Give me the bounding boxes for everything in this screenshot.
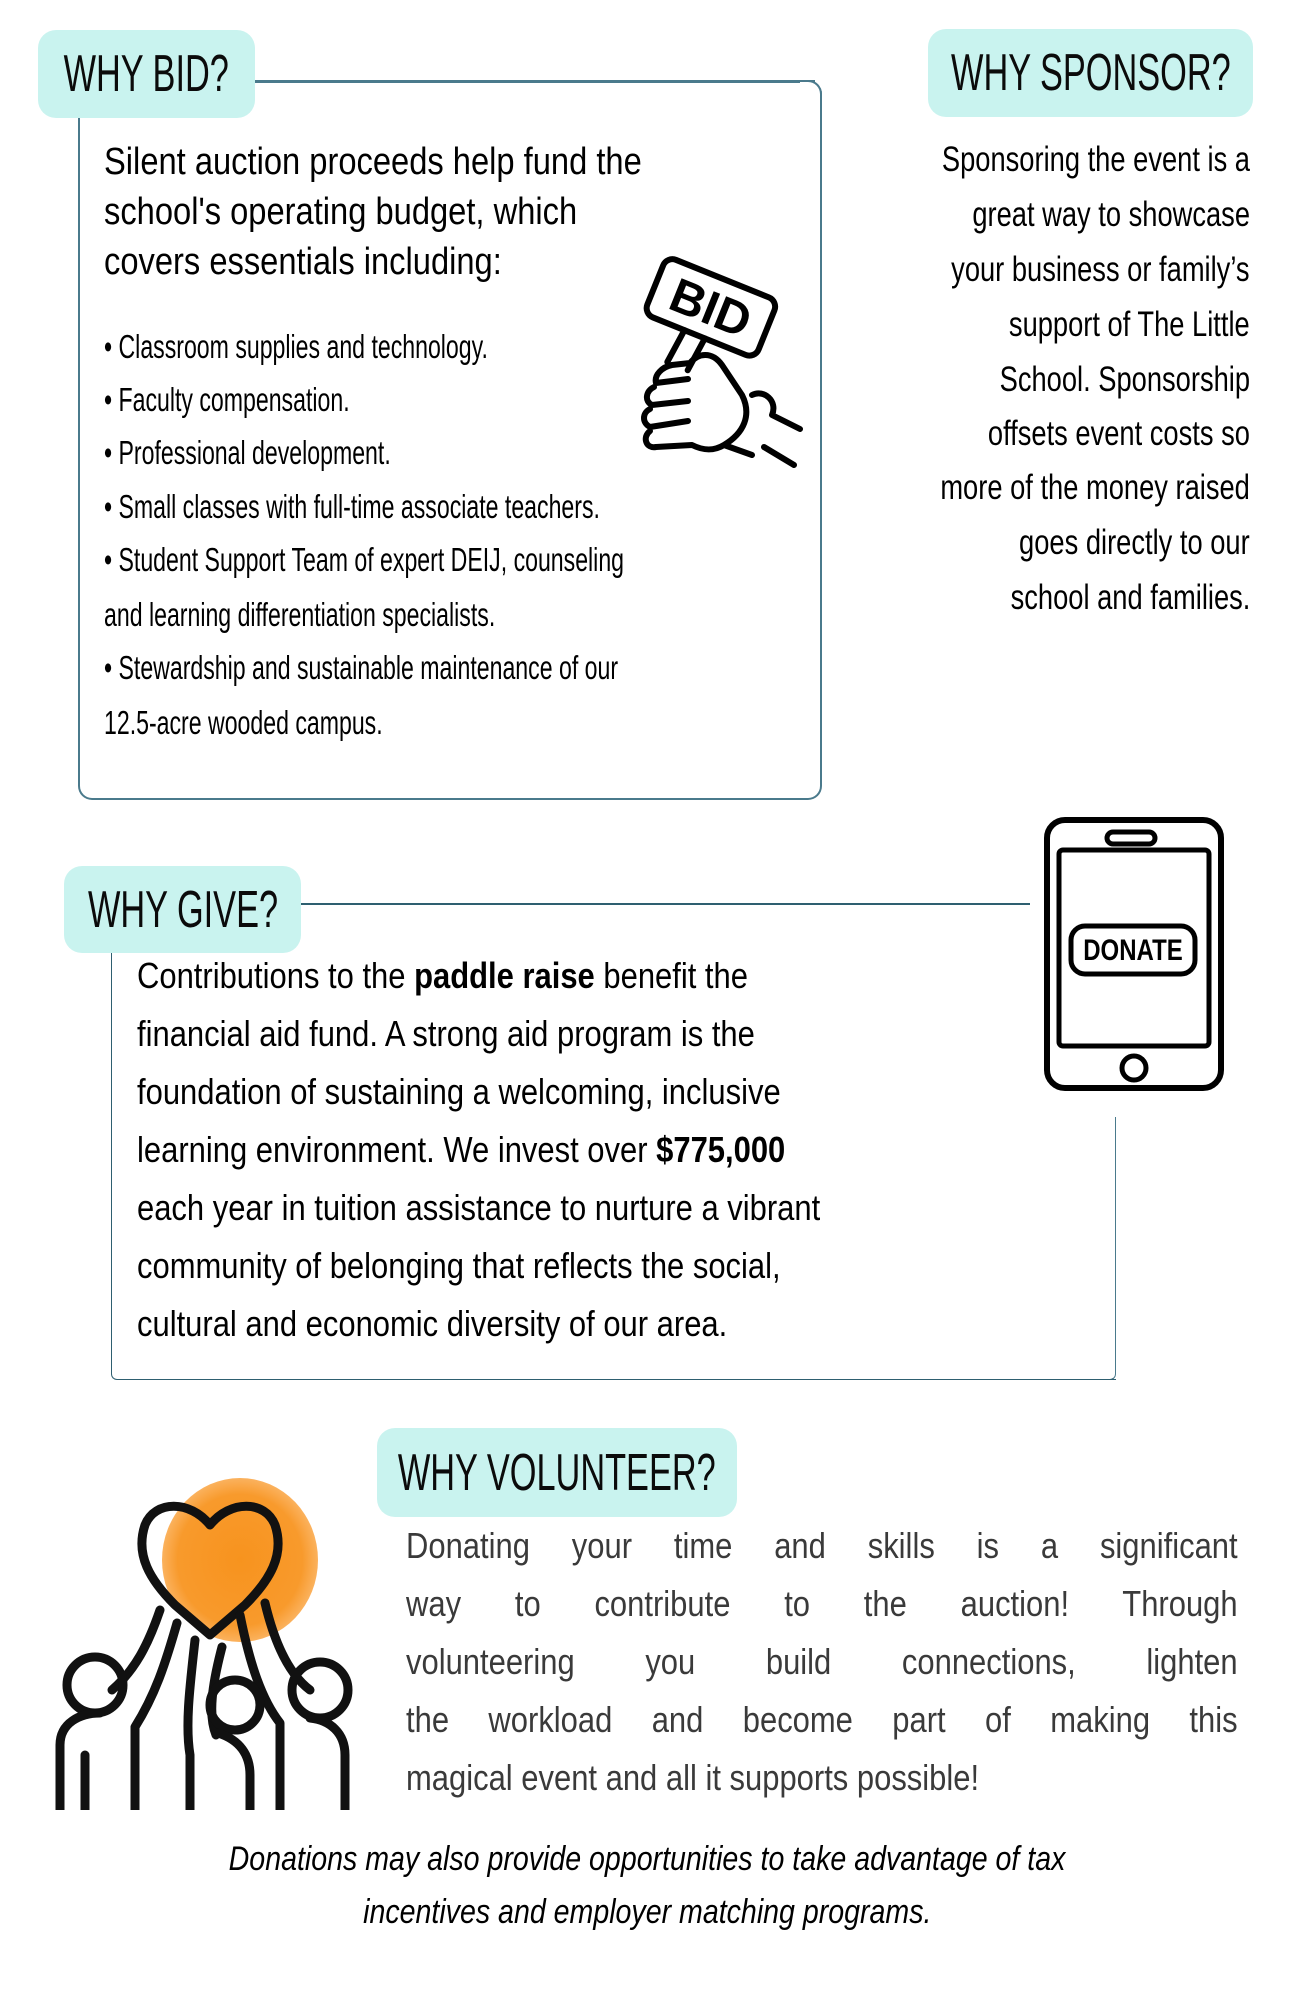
sponsor-heading-badge (928, 29, 1253, 117)
bid-heading: WHY BID? (63, 45, 230, 103)
bid-heading-badge (38, 30, 255, 118)
volunteer-line: way to contribute to the auction! Through (406, 1583, 1238, 1624)
sponsor-line: School. Sponsorship (999, 360, 1250, 399)
give-text: Contributions to the (137, 955, 415, 996)
list-item: • Stewardship and sustainable maintenance of our (104, 649, 619, 686)
give-text: benefit the (594, 955, 748, 996)
give-line (137, 955, 748, 996)
bid-intro-line: covers essentials including: (104, 241, 502, 283)
aid-amount-emphasis: $775,000 (656, 1129, 786, 1170)
sponsor-line: support of The Little (1009, 305, 1250, 344)
volunteer-heading: WHY VOLUNTEER? (398, 1443, 716, 1502)
bid-paddle-hand-icon (632, 255, 812, 470)
list-item: • Professional development. (104, 434, 391, 471)
footer-line: Donations may also provide opportunities to take advantage of tax (228, 1840, 1066, 1878)
paddle-raise-emphasis: paddle raise (414, 955, 595, 996)
sponsor-line: school and families. (1010, 578, 1250, 617)
give-line: cultural and economic diversity of our area. (137, 1303, 728, 1344)
list-item: • Small classes with full-time associate teachers. (104, 488, 600, 525)
phone-donate-icon (1043, 816, 1225, 1092)
volunteer-line: magical event and all it supports possible! (406, 1757, 980, 1798)
sponsor-line: great way to showcase (972, 195, 1250, 234)
give-line: financial aid fund. A strong aid program is the (137, 1013, 755, 1054)
give-line: community of belonging that reflects the social, (137, 1245, 781, 1286)
sponsor-line: goes directly to our (1019, 523, 1250, 562)
give-line (137, 1129, 786, 1170)
give-line: each year in tuition assistance to nurture a vibrant (137, 1187, 821, 1228)
list-item: and learning differentiation specialists. (104, 596, 496, 633)
bid-intro-line: Silent auction proceeds help fund the (104, 141, 642, 183)
list-item: • Classroom supplies and technology. (104, 328, 488, 365)
give-connector-line (300, 903, 1030, 905)
volunteer-heading-badge (377, 1428, 737, 1517)
hands-raising-heart-icon (40, 1455, 370, 1810)
volunteer-line: the workload and become part of making this (406, 1699, 1238, 1740)
give-heading-badge (64, 866, 301, 953)
give-frame-right (1100, 1117, 1116, 1380)
sponsor-heading: WHY SPONSOR? (950, 44, 1231, 102)
list-item: 12.5-acre wooded campus. (104, 704, 383, 741)
bid-intro-line: school's operating budget, which (104, 191, 578, 233)
list-item: • Student Support Team of expert DEIJ, counseling (104, 541, 625, 578)
sponsor-line: Sponsoring the event is a (941, 140, 1250, 179)
volunteer-line: Donating your time and skills is a significant (406, 1525, 1238, 1566)
sponsor-line: your business or family’s (951, 250, 1250, 289)
bid-icon-text: BID (662, 268, 759, 349)
footer-line: incentives and employer matching programs. (362, 1893, 932, 1931)
list-item: • Faculty compensation. (104, 381, 350, 418)
donate-icon-text: DONATE (1083, 932, 1183, 967)
give-text: learning environment. We invest over (137, 1129, 657, 1170)
give-heading: WHY GIVE? (87, 880, 278, 939)
give-line: foundation of sustaining a welcoming, inclusive (137, 1071, 781, 1112)
bid-frame-top-right (800, 80, 822, 102)
volunteer-line: volunteering you build connections, lighten (406, 1641, 1238, 1682)
sponsor-line: more of the money raised (940, 468, 1250, 507)
sponsor-line: offsets event costs so (987, 414, 1250, 453)
